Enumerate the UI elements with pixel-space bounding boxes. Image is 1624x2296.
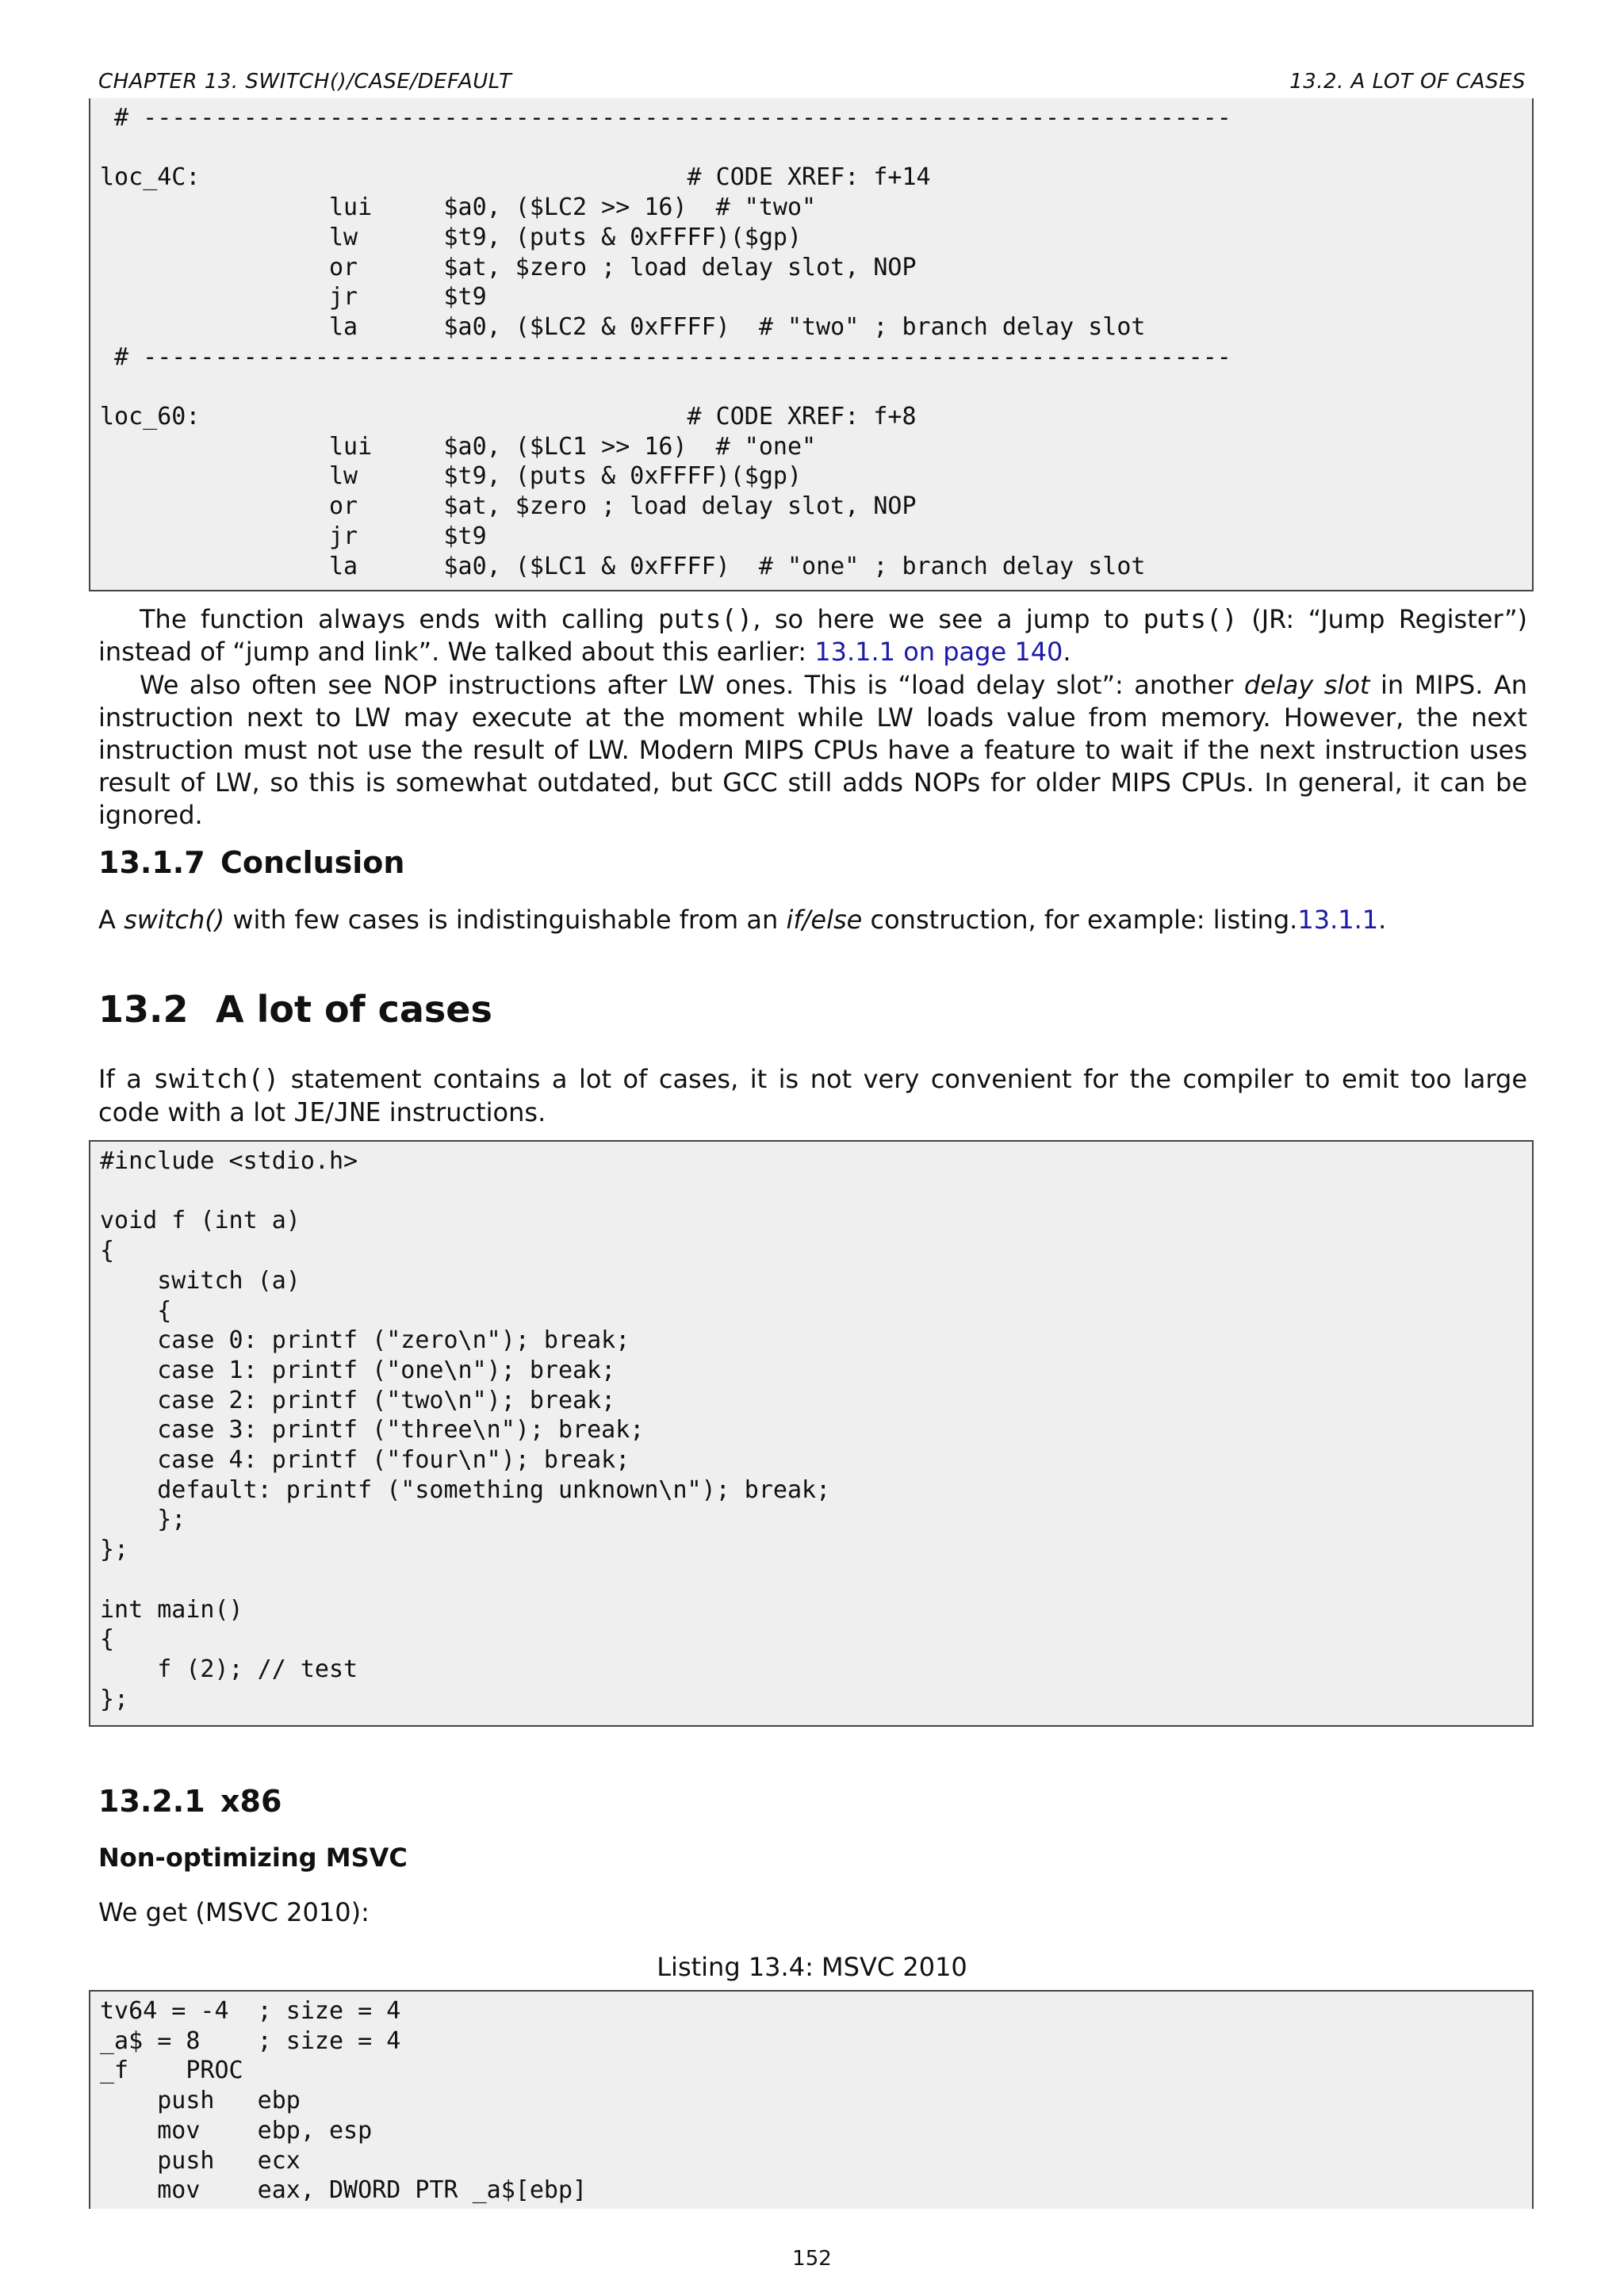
subheading-non-optimizing-msvc: Non-optimizing MSVC	[98, 1843, 408, 1873]
c-source-listing	[89, 1140, 1534, 1727]
cross-reference-link[interactable]: 13.1.1	[1297, 905, 1379, 935]
mips-listing-continuation	[89, 98, 1534, 591]
paragraph-load-delay-slot: We also often see NOP instructions after LW ones. This is “load delay slot”: another delay slot in MIPS. An instruction next to LW may execute at the moment while LW loads value from memory. However, the next instruction must not use the result of LW. Modern MIPS CPUs have a feature to wait if the next instruction uses result of LW, so this is somewhat outdated, but GCC still adds NOPs for older MIPS CPUs. In general, it can be ignored.	[98, 670, 1528, 830]
inline-code: puts()	[1143, 603, 1238, 634]
listing-caption: Listing 13.4: MSVC 2010	[657, 1952, 967, 1982]
running-header	[98, 70, 1526, 100]
inline-code: switch()	[153, 1063, 280, 1094]
chapter-title: CHAPTER 13. SWITCH()/CASE/DEFAULT	[98, 70, 512, 94]
code-text: # ---------------------------------------------------------------------------- loc_4C: # CODE XREF: f+14 lui $a0, ($LC2 >> 16) # "two" lw $t9, (puts & 0xFFFF)($gp) or $at, $zero ; load delay slot, NOP jr $t9 la $a0, ($LC2 & 0xFFFF) # "two" ; branch delay slot # ---------------------------------------------------------------------------- loc_60: # CODE XREF: f+8 lui $a0, ($LC1 >> 16) # "one" lw $t9, (puts & 0xFFFF)($gp) or $at, $zero ; load delay slot, NOP jr $t9 la $a0, ($LC1 & 0xFFFF) # "one" ; branch delay slot	[100, 104, 1231, 580]
page-number: 152	[792, 2247, 832, 2271]
section-heading-13-2-1: 13.2.1 x86	[98, 1784, 282, 1819]
inline-code: JNE	[333, 1096, 381, 1127]
section-heading-13-1-7: 13.1.7 Conclusion	[98, 845, 405, 880]
section-title: 13.2. A LOT OF CASES	[1289, 70, 1526, 94]
inline-code: JE	[293, 1096, 326, 1127]
paragraph-puts-jump: The function always ends with calling puts(), so here we see a jump to puts() (JR: “Jump Register”) instead of “jump and link”. We talked about this earlier: 13.1.1 on page 140.	[98, 603, 1528, 667]
paragraph-we-get: We get (MSVC 2010):	[98, 1897, 370, 1927]
emphasis: delay slot	[1243, 670, 1370, 700]
code-text: tv64 = -4 ; size = 4 _a$ = 8 ; size = 4 _f PROC push ebp mov ebp, esp push ecx mov eax, DWORD PTR _a$[ebp]	[100, 1997, 588, 2205]
cross-reference-link[interactable]: 13.1.1 on page 140	[814, 637, 1063, 667]
code-text: #include <stdio.h> void f (int a) { switch (a) { case 0: printf ("zero\n"); break; case 1: printf ("one\n"); break; case 2: printf ("two\n"); break; case 3: printf ("three\n"); break; case 4: printf ("four\n"); break; default: printf ("something unknown\n"); break; }; }; int main() { f (2); // test };	[100, 1147, 831, 1713]
paragraph-many-cases: If a switch() statement contains a lot of cases, it is not very convenient for the compiler to emit too large code with a lot JE/JNE instructions.	[98, 1063, 1528, 1127]
msvc-listing	[89, 1990, 1534, 2209]
paragraph-conclusion: A switch() with few cases is indistinguishable from an if/else construction, for example: listing.13.1.1.	[98, 905, 1387, 935]
inline-code: puts()	[658, 603, 753, 634]
section-heading-13-2: 13.2 A lot of cases	[98, 988, 492, 1031]
